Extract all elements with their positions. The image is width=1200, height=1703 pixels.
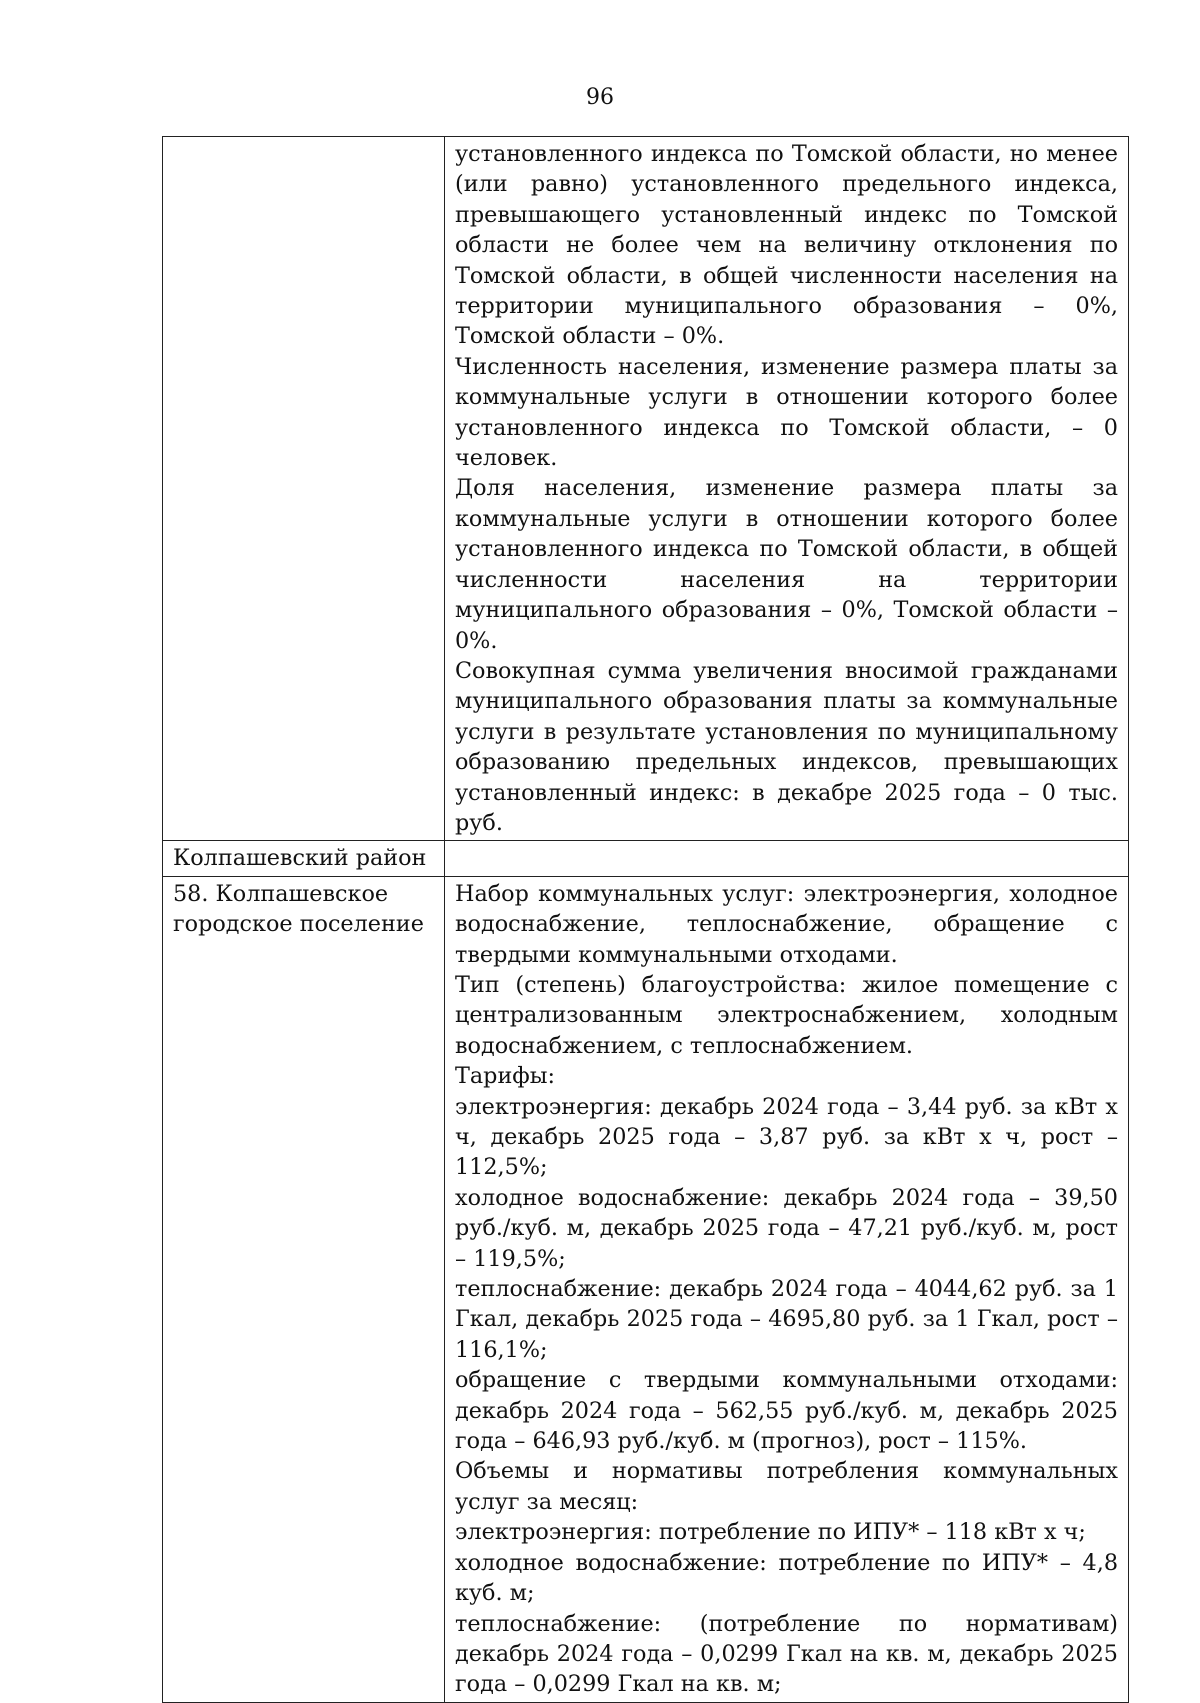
description-cell xyxy=(445,137,1129,841)
district-name: Колпашевский район xyxy=(173,845,427,872)
paragraph: Доля населения, изменение размера платы за коммунальные услуги в отношении которого более установленного индекса по Томской области, в общей численности населения на территории муниципального образования – 0%, Томской области – 0%. xyxy=(455,475,1118,654)
paragraph: Численность населения, изменение размера платы за коммунальные услуги в отношении которого более установленного индекса по Томской области, – 0 человек. xyxy=(455,353,1118,472)
paragraph: Тип (степень) благоустройства: жилое помещение с централизованным электроснабжением, холодным водоснабжением, с теплоснабжением. xyxy=(455,971,1118,1059)
district-cell xyxy=(163,841,445,876)
paragraph: теплоснабжение: декабрь 2024 года – 4044,62 руб. за 1 Гкал, декабрь 2025 года – 4695,80 руб. за 1 Гкал, рост – 116,1%; xyxy=(455,1276,1118,1363)
table-row xyxy=(163,137,1129,841)
page-number: 96 xyxy=(586,85,614,110)
paragraph: электроэнергия: потребление по ИПУ* – 118 кВт х ч; xyxy=(455,1519,1086,1546)
description-cell xyxy=(445,841,1129,876)
table-row xyxy=(163,876,1129,1702)
paragraph: Тарифы: xyxy=(455,1063,556,1090)
paragraph: Объемы и нормативы потребления коммунальных услуг за месяц: xyxy=(455,1458,1118,1515)
paragraph: холодное водоснабжение: декабрь 2024 года – 39,50 руб./куб. м, декабрь 2025 года – 47,21 руб./куб. м, рост – 119,5%; xyxy=(455,1184,1118,1272)
table-row xyxy=(163,841,1129,876)
municipality-cell xyxy=(163,137,445,841)
data-table xyxy=(162,136,1129,1703)
paragraph: Набор коммунальных услуг: электроэнергия, холодное водоснабжение, теплоснабжение, обращение с твердыми коммунальными отходами. xyxy=(455,880,1118,968)
paragraph: установленного индекса по Томской области, но менее (или равно) установленного предельного индекса, превышающего установленный индекс по Томской области не более чем на величину отклонения по Томской области, в общей численности населения на территории муниципального образования – 0%, Томской области – 0%. xyxy=(455,141,1118,350)
paragraph: теплоснабжение: (потребление по нормативам) декабрь 2024 года – 0,0299 Гкал на кв. м, декабрь 2025 года – 0,0299 Гкал на кв. м; xyxy=(455,1610,1118,1698)
description-cell xyxy=(445,876,1129,1702)
paragraph: Совокупная сумма увеличения вносимой гражданами муниципального образования платы за коммунальные услуги в результате установления по муниципальному образованию предельных индексов, превышающих установленный индекс: в декабре 2025 года – 0 тыс. руб. xyxy=(455,657,1118,836)
paragraph: обращение с твердыми коммунальными отходами: декабрь 2024 года – 562,55 руб./куб. м, декабрь 2025 года – 646,93 руб./куб. м (прогноз), рост – 115%. xyxy=(455,1367,1118,1455)
paragraph: холодное водоснабжение: потребление по ИПУ* – 4,8 куб. м; xyxy=(455,1549,1118,1607)
municipality-name: 58. Колпашевское городское поселение xyxy=(173,880,424,938)
paragraph: электроэнергия: декабрь 2024 года – 3,44 руб. за кВт х ч, декабрь 2025 года – 3,87 руб. за кВт х ч, рост – 112,5%; xyxy=(455,1093,1118,1181)
municipality-cell xyxy=(163,876,445,1702)
